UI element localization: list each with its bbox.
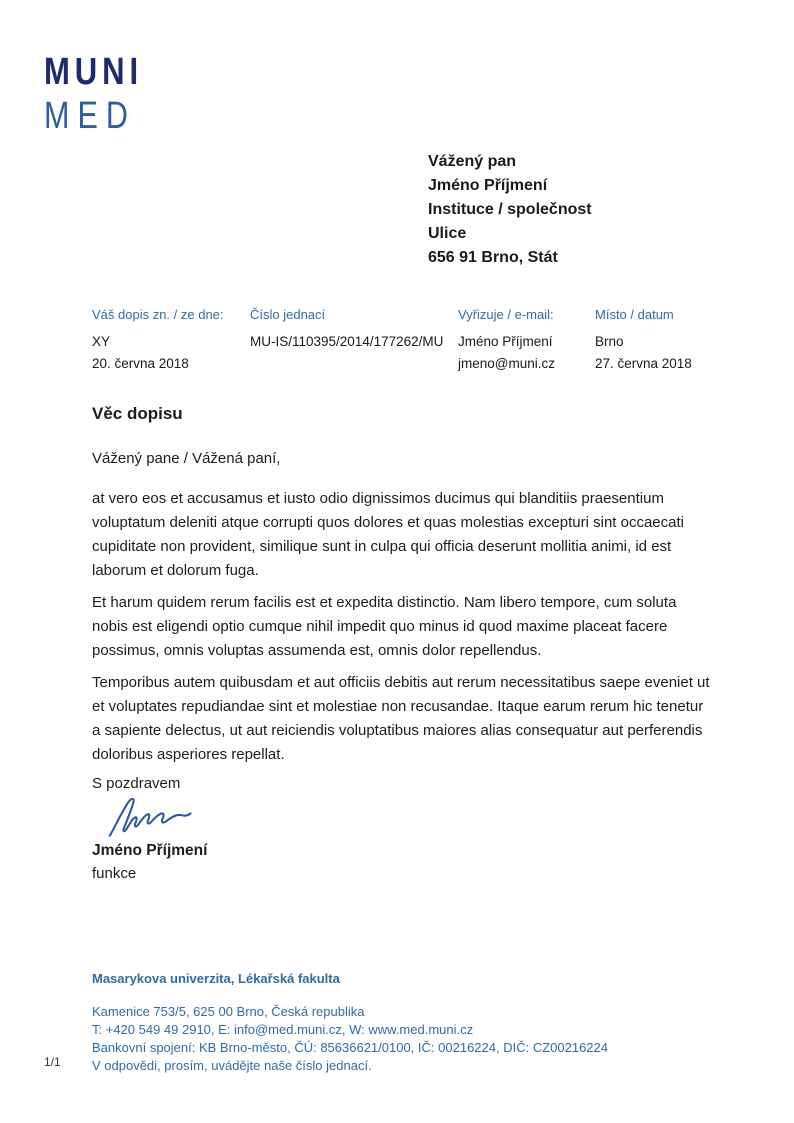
- meta-label: Vyřizuje / e-mail:: [458, 307, 554, 322]
- meta-value: XY: [92, 334, 111, 349]
- letter-paragraph: at vero eos et accusamus et iusto odio dignissimos ducimus qui blanditiis praesentium voluptatum deleniti atque corrupti quos dolores et quas molestias excepturi sint occaecati cupiditate non provident, similique sunt in culpa qui officia deserunt mollitia animi, id est laborum et dolorum fuga.: [92, 490, 684, 579]
- recipient-line: Ulice: [428, 225, 467, 242]
- meta-col-place-date: [595, 307, 692, 375]
- letter-body: [92, 404, 714, 882]
- meta-value: Brno: [595, 334, 624, 349]
- footer-institution: Masarykova univerzita, Lékařská fakulta: [92, 971, 340, 986]
- logo-line-muni: MUNI: [44, 54, 143, 93]
- recipient-line: 656 91 Brno, Stát: [428, 249, 558, 266]
- meta-label: Číslo jednací: [250, 307, 326, 322]
- footer-contact: T: +420 549 49 2910, E: info@med.muni.cz, W: www.med.muni.cz: [92, 1022, 474, 1037]
- meta-col-handled-by: [458, 307, 555, 375]
- meta-value: MU-IS/110395/2014/177262/MU: [250, 334, 444, 349]
- footer-address: Kamenice 753/5, 625 00 Brno, Česká republika: [92, 1004, 365, 1019]
- letterhead-footer: [92, 971, 608, 1075]
- meta-value: 27. června 2018: [595, 356, 692, 371]
- meta-col-your-ref: [92, 307, 224, 375]
- meta-value: jmeno@muni.cz: [458, 356, 555, 371]
- logo-line-med: MED: [44, 95, 136, 136]
- recipient-address-block: [428, 150, 592, 270]
- signature-stroke: [110, 799, 191, 836]
- page-number: 1/1: [44, 1055, 61, 1069]
- meta-value: 20. června 2018: [92, 356, 189, 371]
- meta-col-file-number: [250, 307, 443, 353]
- footer-bank: Bankovní spojení: KB Brno-město, ČÚ: 85636621/0100, IČ: 00216224, DIČ: CZ00216224: [92, 1040, 608, 1055]
- letter-subject: Věc dopisu: [92, 404, 183, 423]
- meta-value: Jméno Příjmení: [458, 334, 553, 349]
- recipient-line: Instituce / společnost: [428, 201, 592, 218]
- letter-paragraph: Temporibus autem quibusdam et aut officiis debitis aut rerum necessitatibus saepe eveniet ut et voluptates repudiandae sint et molestiae non recusandae. Itaque earum rerum hic tenetur a sapiente delectus, ut aut reiciendis voluptatibus maiores alias consequatur aut perferendis doloribus asperiores repellat.: [92, 674, 710, 763]
- meta-label: Místo / datum: [595, 307, 674, 322]
- letter-paragraph: Et harum quidem rerum facilis est et expedita distinctio. Nam libero tempore, cum soluta nobis est eligendi optio cumque nihil impedit quo minus id quod maxime placeat facere possimus, omnis voluptas assumenda est, omnis dolor repellendus.: [92, 594, 677, 659]
- footer-note: V odpovědi, prosím, uvádějte naše číslo jednací.: [92, 1058, 372, 1073]
- letter-closing: S pozdravem: [92, 775, 181, 792]
- letter-salutation: Vážený pane / Vážená paní,: [92, 450, 281, 467]
- muni-med-logo: [44, 54, 194, 141]
- reference-meta-row: [92, 307, 732, 377]
- recipient-line: Vážený pan: [428, 153, 517, 170]
- signature-name: Jméno Příjmení: [92, 842, 208, 859]
- recipient-line: Jméno Příjmení: [428, 177, 548, 194]
- muni-med-logo-icon: [44, 54, 194, 136]
- meta-label: Váš dopis zn. / ze dne:: [92, 307, 224, 322]
- handwritten-signature-icon: [92, 796, 714, 838]
- signature-role: funkce: [92, 865, 137, 882]
